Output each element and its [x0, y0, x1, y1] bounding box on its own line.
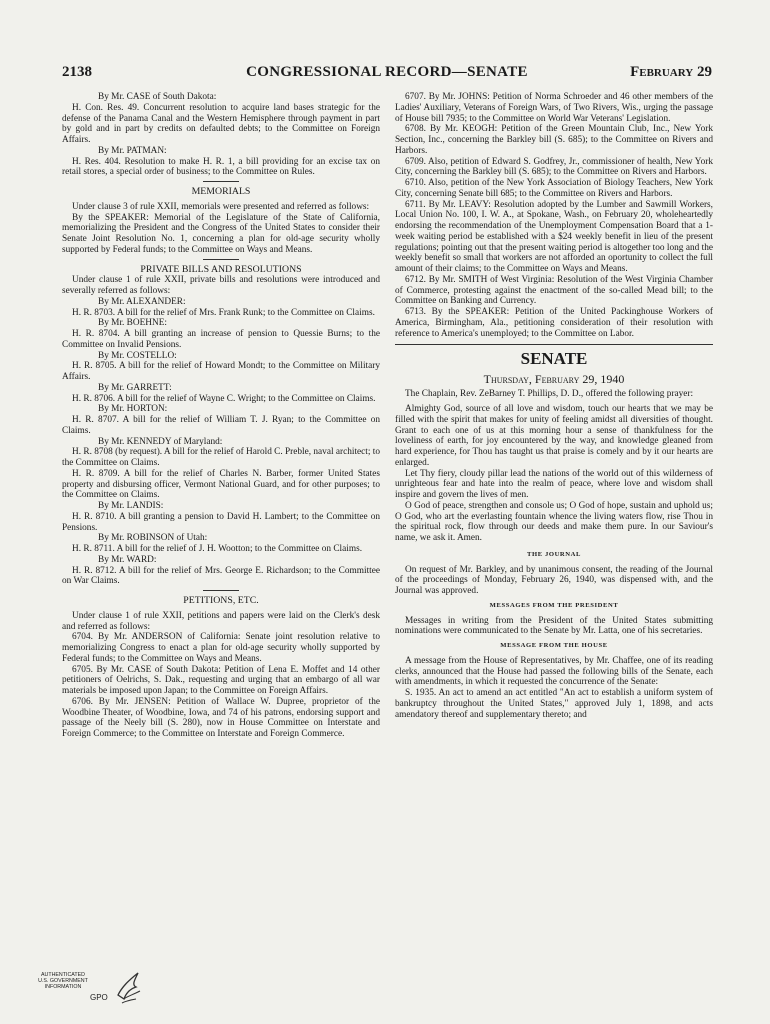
section-divider: [395, 344, 713, 345]
petition-text: 6712. By Mr. SMITH of West Virginia: Resolution of the West Virginia Chamber of Commerce, protesting against the enactment of the so-called Mead bill; to the Committee on Banking and Currency.: [395, 274, 713, 307]
resolution-text: H. Res. 404. Resolution to make H. R. 1, a bill providing for an excise tax on retail stores, a special order of business; to the Committee on Rules.: [62, 156, 380, 178]
senate-date: Thursday, February 29, 1940: [483, 372, 625, 387]
petition-text: 6713. By the SPEAKER: Petition of the United Packinghouse Workers of America, Birmingham, Ala., petitioning consideration of their resolution with reference to America's unemployed; to the Committee on Labor.: [395, 307, 713, 339]
page-date: February 29: [630, 64, 712, 80]
bill-text: H. R. 8709. A bill for the relief of Charles N. Barber, former United States property and disbursing officer, Vermont National Guard, and for other purposes; to the Committee on Claims.: [62, 468, 380, 501]
resolution-text: H. Con. Res. 49. Concurrent resolution to acquire land bases strategic for the defense of the Panama Canal and the Western Hemisphere through payment in part by gold and in part by credits on defaulted debts; to the Committee on Foreign Affairs.: [62, 102, 380, 145]
sponsor-line: By Mr. WARD:: [98, 554, 157, 565]
bill-text: H. R. 8706. A bill for the relief of Wayne C. Wright; to the Committee on Claims.: [72, 393, 376, 404]
bill-text: S. 1935. An act to amend an act entitled "An act to establish a uniform system of bankruptcy throughout the United States," approved July 1, 1898, and acts amendatory thereof and supplementary thereto; and: [395, 688, 713, 720]
petition-text: 6706. By Mr. JENSEN: Petition of Wallace W. Dupree, proprietor of the Woodbine Theater, of Woodbine, Iowa, and 74 of his patrons, endorsing support and passage of the Neely bill (S. 280), now in House Committee on Interstate and Foreign Commerce; to the Committee on Interstate and Foreign Commerce.: [62, 696, 380, 739]
petition-text: 6709. Also, petition of Edward S. Godfrey, Jr., commissioner of health, New York City, concerning the Barkley bill (S. 685); to the Committee on Rivers and Harbors.: [395, 156, 713, 178]
sponsor-line: By Mr. COSTELLO:: [98, 350, 177, 361]
section-divider: [203, 590, 239, 591]
sponsor-line: By Mr. CASE of South Dakota:: [98, 92, 217, 102]
bill-text: H. R. 8710. A bill granting a pension to David H. Lambert; to the Committee on Pensions.: [62, 511, 380, 533]
sponsor-line: By Mr. ROBINSON of Utah:: [98, 533, 208, 544]
messages-text: Messages in writing from the President of the United States submitting nominations were communicated to the Senate by Mr. Latta, one of his secretaries.: [395, 615, 713, 637]
house-message-text: A message from the House of Representatives, by Mr. Chaffee, one of its reading clerks, announced that the House had passed the following bills of the Senate, each with amendments, in which it requested the concurrence of the Senate:: [395, 655, 713, 688]
section-intro: Under clause 1 of rule XXII, petitions and papers were laid on the Clerk's desk and referred as follows:: [62, 610, 380, 632]
sponsor-line: By Mr. LANDIS:: [98, 501, 164, 511]
section-heading-messages: MESSAGES FROM THE PRESIDENT: [489, 601, 619, 609]
bill-text: H. R. 8705. A bill for the relief of Howard Mondt; to the Committee on Military Affairs.: [62, 361, 380, 382]
eagle-logo-icon: [112, 967, 148, 1011]
petition-text: 6704. By Mr. ANDERSON of California: Senate joint resolution relative to memorializing Congress to enact a plan for old-age security wholly supported by Federal funds; to the Committee on Ways and Means.: [62, 632, 380, 664]
sponsor-line: By Mr. GARRETT:: [98, 382, 172, 393]
gpo-authentication-mark: [30, 967, 120, 1011]
petition-text: 6710. Also, petition of the New York Association of Biology Teachers, New York City, concerning Senate bill 685; to the Committee on Rivers and Harbors.: [395, 178, 713, 199]
sponsor-line: By Mr. PATMAN:: [98, 145, 167, 156]
prayer-paragraph: Let Thy fiery, cloudy pillar lead the nations of the world out of this wilderness of unrighteous fear and hate into the realm of peace, where love and wisdom shall inspire and govern the lives of men.: [395, 468, 713, 500]
sponsor-line: By Mr. ALEXANDER:: [98, 296, 186, 307]
petition-text: 6711. By Mr. LEAVY: Resolution adopted by the Lumber and Sawmill Workers, Local Union No. 100, I. W. A., at Spokane, Wash., on February 20, wholeheartedly endorsing the recommendation of the Unemployment Compensation Board that a 1-week waiting period be established with a $24 weekly benefit in lieu of the present regulations; pointing out that the present waiting period is altogether too long and the weekly benefit so small that workers are not afforded an oportunity to collect the full amount of their claims; to the Committee on Ways and Means.: [395, 199, 713, 274]
page-header: [62, 64, 712, 84]
bill-text: H. R. 8703. A bill for the relief of Mrs. Frank Runk; to the Committee on Claims.: [72, 307, 375, 318]
petition-text: 6708. By Mr. KEOGH: Petition of the Green Mountain Club, Inc., New York Section, Inc., concerning the Barkley bill (S. 685); to the Committee on Rivers and Harbors.: [395, 124, 713, 156]
section-intro: Under clause 1 of rule XXII, private bills and resolutions were introduced and severally referred as follows:: [62, 275, 380, 296]
left-column: [62, 92, 380, 740]
section-heading-private-bills: PRIVATE BILLS AND RESOLUTIONS: [140, 263, 302, 275]
section-intro: Under clause 3 of rule XXII, memorials were presented and referred as follows:: [72, 201, 370, 212]
section-heading-house: MESSAGE FROM THE HOUSE: [500, 642, 608, 649]
sponsor-line: By Mr. KENNEDY of Maryland:: [98, 436, 223, 447]
bill-text: H. R. 8704. A bill granting an increase of pension to Quessie Burns; to the Committee on Invalid Pensions.: [62, 329, 380, 350]
right-column: [395, 92, 713, 720]
page-title: CONGRESSIONAL RECORD—SENATE: [246, 64, 528, 80]
bill-text: H. R. 8708 (by request). A bill for the relief of Harold C. Preble, naval architect; to the Committee on Claims.: [62, 447, 381, 468]
prayer-paragraph: O God of peace, strengthen and console us; O God of hope, sustain and uphold us; O God, who art the everlasting fountain whence the living waters flow, rise Thou in the spiritual rock, flow through our deeds and make them pure. In our Saviour's name, we ask it. Amen.: [395, 500, 713, 543]
bill-text: H. R. 8712. A bill for the relief of Mrs. George E. Richardson; to the Committee on War Claims.: [62, 565, 380, 587]
chaplain-line: The Chaplain, Rev. ZeBarney T. Phillips, D. D., offered the following prayer:: [405, 389, 694, 400]
bills-list: [62, 297, 380, 587]
prayer-paragraph: Almighty God, source of all love and wisdom, touch our hearts that we may be filled with the spirit that makes for unity of feeling amidst all diversities of thought. Grant to each one of us at this morning hour a sense of thankfulness for the loveliness of earth, for joy encountered by the way, and knowledge gleaned from hard experience, for Thou has taught us that praise is comely and by it our hearts are enlarged.: [395, 404, 713, 468]
section-heading-memorials: MEMORIALS: [191, 186, 251, 197]
section-divider: [203, 181, 239, 182]
bill-text: H. R. 8711. A bill for the relief of J. H. Wootton; to the Committee on Claims.: [72, 544, 363, 554]
sponsor-line: By Mr. BOEHNE:: [98, 318, 167, 329]
senate-heading: SENATE: [520, 349, 588, 369]
bill-text: H. R. 8707. A bill for the relief of William T. J. Ryan; to the Committee on Claims.: [62, 415, 380, 436]
journal-text: On request of Mr. Barkley, and by unanimous consent, the reading of the Journal of the proceedings of Monday, February 26, 1940, was dispensed with, and the Journal was approved.: [395, 564, 713, 596]
sponsor-line: By Mr. HORTON:: [98, 404, 168, 415]
memorial-text: By the SPEAKER: Memorial of the Legislature of the State of California, memorializing the President and the Congress of the United States to consider their Senate Joint Resolution No. 1, concerning a plan for old-age security wholly supported by Federal funds; to the Committee on Ways and Means.: [62, 212, 380, 255]
gpo-label: GPO: [90, 993, 108, 1002]
section-heading-petitions: PETITIONS, ETC.: [183, 595, 259, 606]
petition-text: 6705. By Mr. CASE of South Dakota: Petition of Lena E. Moffet and 14 other petitioners of Oelrichs, S. Dak., requesting and urging that an embargo of all war materials be imposed upon Japan; to the Committee on Foreign Affairs.: [62, 664, 380, 696]
page-number: 2138: [62, 64, 92, 80]
authentication-text: AUTHENTICATED U.S. GOVERNMENT INFORMATION: [38, 972, 88, 991]
section-heading-journal: THE JOURNAL: [526, 550, 582, 558]
section-divider: [203, 259, 239, 260]
petition-text: 6707. By Mr. JOHNS: Petition of Norma Schroeder and 46 other members of the Ladies' Auxiliary, Veterans of Foreign Wars, of Two Rivers, Wis., urging the passage of House bill 7935; to the Committee on World War Veterans' Legislation.: [395, 92, 713, 124]
